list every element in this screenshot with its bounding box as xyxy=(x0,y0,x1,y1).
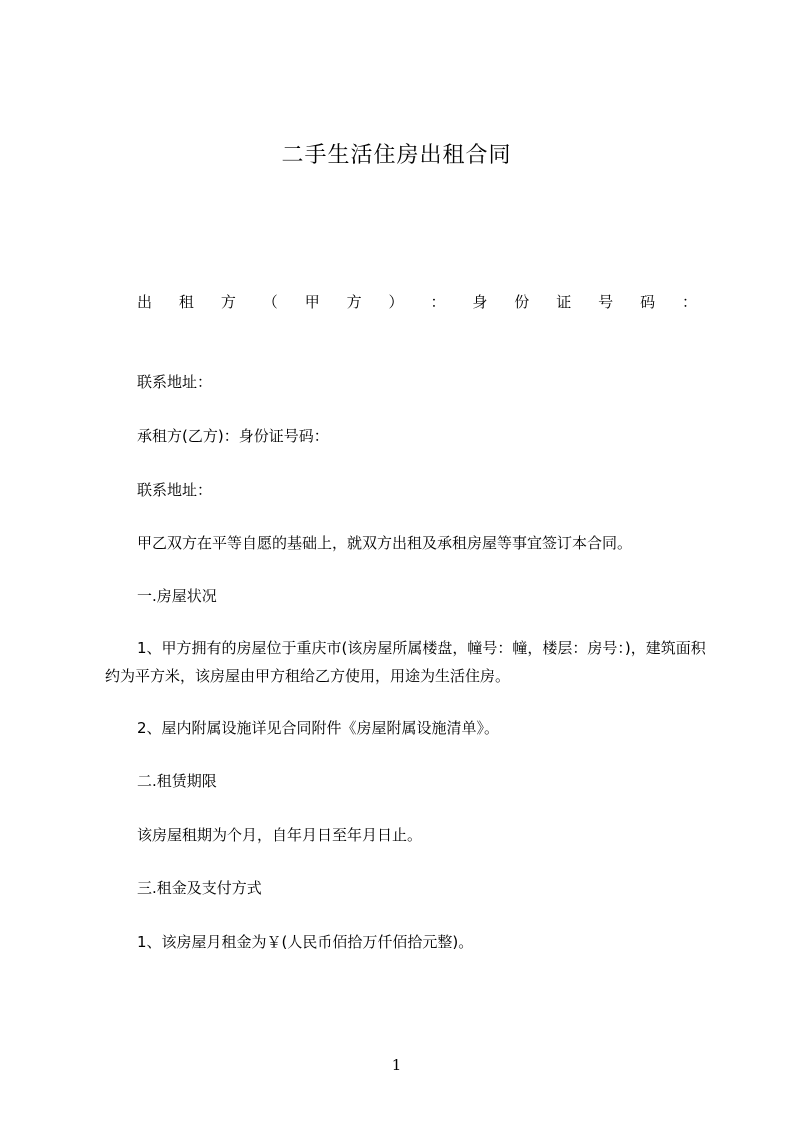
lessor-char: ） xyxy=(388,293,404,311)
document-title: 二手生活住房出租合同 xyxy=(281,143,512,168)
section-2-heading: 二.租赁期限 xyxy=(137,772,217,790)
lessor-char: 甲 xyxy=(304,293,320,311)
lessor-address: 联系地址： xyxy=(137,373,213,391)
lessor-char: 方 xyxy=(346,293,362,311)
section-1-item-1-text: 1、甲方拥有的房屋位于重庆市(该房屋所属楼盘，幢号：幢，楼层：房号：)，建筑面积约为平方米，该房屋由甲方租给乙方使用，用途为生活住房。 xyxy=(105,639,706,685)
lessee-id-line: 承租方(乙方)：身份证号码： xyxy=(137,427,329,445)
lessor-char: 出 xyxy=(137,293,153,311)
section-3-heading: 三.租金及支付方式 xyxy=(137,879,262,897)
lessor-char: 租 xyxy=(178,293,194,311)
section-3-item-1: 1、该房屋月租金为￥(人民币佰拾万仟佰拾元整)。 xyxy=(137,933,474,951)
lessee-address: 联系地址： xyxy=(137,481,213,499)
lessor-char: 码 xyxy=(640,293,656,311)
lessor-char: 份 xyxy=(514,293,530,311)
intro-paragraph: 甲乙双方在平等自愿的基础上，就双方出租及承租房屋等事宜签订本合同。 xyxy=(137,534,633,552)
page-number: 1 xyxy=(391,1056,402,1074)
lessor-char: 号 xyxy=(598,293,614,311)
lessor-char: （ xyxy=(262,293,278,311)
section-1-heading: 一.房屋状况 xyxy=(137,587,217,605)
lessor-char: 方 xyxy=(220,293,236,311)
lessor-char: ： xyxy=(681,293,697,311)
lessor-id-line xyxy=(137,290,697,314)
section-1-item-2: 2、屋内附属设施详见合同附件《房屋附属设施清单》。 xyxy=(137,719,500,737)
section-1-item-1 xyxy=(105,634,709,690)
section-2-text: 该房屋租期为个月，自年月日至年月日止。 xyxy=(137,826,423,844)
lessor-char: 证 xyxy=(556,293,572,311)
lessor-char: 身 xyxy=(472,293,488,311)
lessor-char: ： xyxy=(430,293,446,311)
